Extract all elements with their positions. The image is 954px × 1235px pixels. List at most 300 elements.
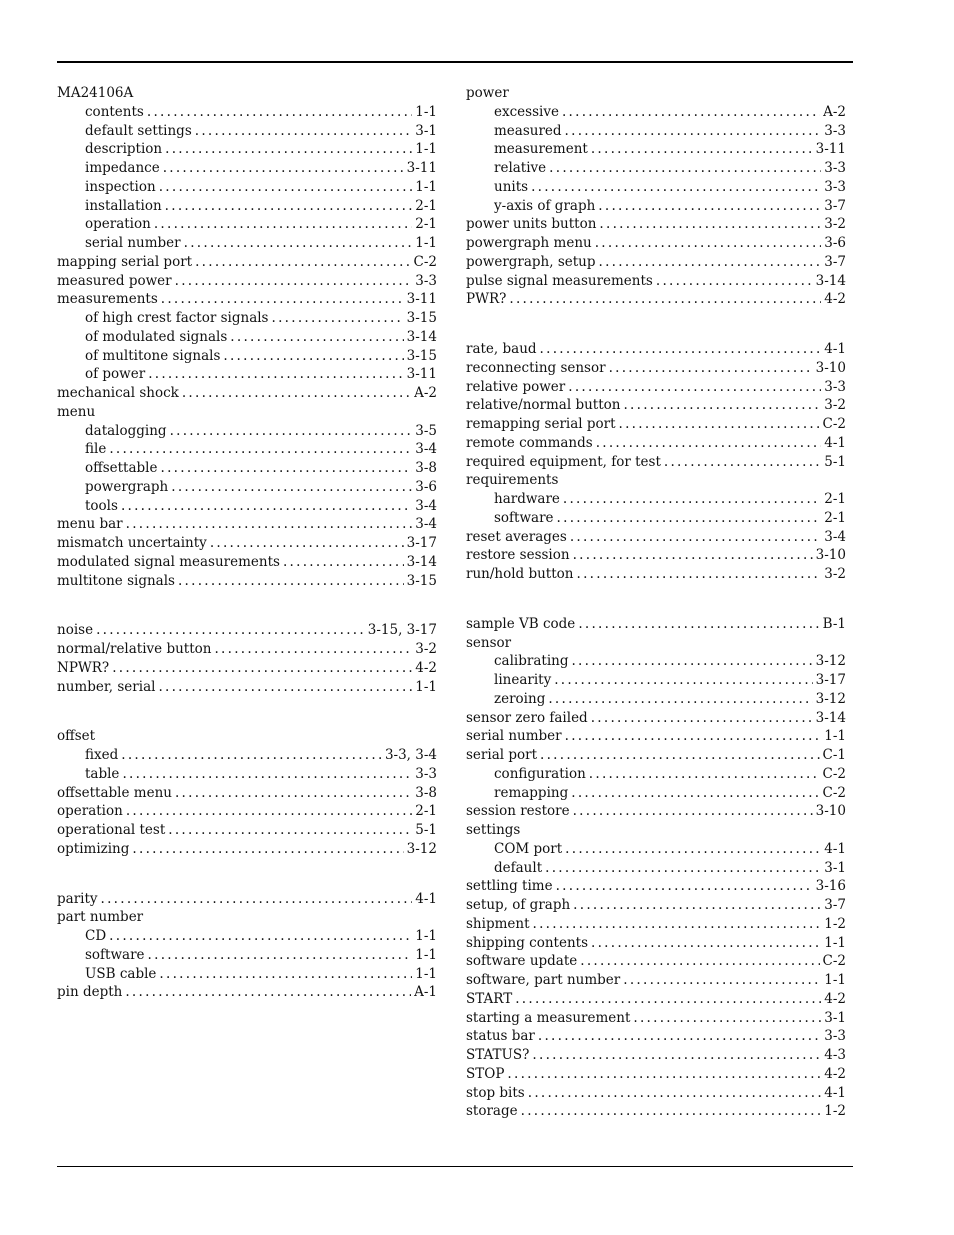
dot-leader bbox=[195, 122, 412, 141]
index-page-ref: 3-10 bbox=[815, 359, 846, 376]
index-heading bbox=[57, 727, 437, 746]
index-letter-gap bbox=[466, 584, 846, 615]
dot-leader bbox=[554, 671, 812, 690]
index-term: CD bbox=[85, 928, 107, 944]
index-entry bbox=[466, 340, 846, 359]
index-entry bbox=[466, 378, 846, 397]
index-term: y-axis of graph bbox=[494, 197, 596, 214]
dot-leader bbox=[568, 378, 821, 397]
index-page-ref: 2-1 bbox=[415, 216, 437, 233]
dot-leader bbox=[556, 877, 813, 896]
index-page-ref: 5-1 bbox=[415, 822, 437, 838]
index-term: mapping serial port bbox=[57, 253, 193, 270]
index-page-ref: 1-1 bbox=[824, 934, 846, 951]
dot-leader bbox=[109, 927, 412, 946]
dot-leader bbox=[591, 140, 813, 159]
index-page-ref: 3-2 bbox=[824, 566, 846, 582]
index-term: powergraph, setup bbox=[466, 253, 596, 270]
index-page-ref: 1-1 bbox=[415, 965, 437, 982]
index-term: menu bbox=[57, 403, 96, 420]
index-subentry bbox=[466, 159, 846, 178]
dot-leader bbox=[182, 384, 411, 403]
index-page-ref: 3-8 bbox=[415, 460, 437, 476]
index-term: measured bbox=[494, 122, 562, 139]
index-page-ref: A-2 bbox=[414, 385, 437, 401]
index-term: installation bbox=[85, 197, 162, 214]
index-subentry bbox=[57, 178, 437, 197]
index-column-left bbox=[57, 84, 437, 1002]
dot-leader bbox=[101, 890, 413, 909]
dot-leader bbox=[571, 784, 819, 803]
index-entry bbox=[466, 434, 846, 453]
dot-leader bbox=[548, 690, 812, 709]
dot-leader bbox=[121, 497, 412, 516]
dot-leader bbox=[532, 1046, 821, 1065]
index-page-ref: 1-1 bbox=[415, 678, 437, 695]
index-subentry bbox=[466, 840, 846, 859]
index-term: shipment bbox=[466, 915, 530, 932]
index-page-ref: 4-2 bbox=[824, 291, 846, 308]
index-subentry bbox=[57, 234, 437, 253]
index-subentry bbox=[57, 497, 437, 516]
index-subentry bbox=[466, 140, 846, 159]
index-term: START bbox=[466, 990, 513, 1007]
index-page-ref: 3-3, 3-4 bbox=[384, 747, 437, 763]
index-page-ref: 3-10 bbox=[815, 803, 846, 820]
index-page-ref: 4-2 bbox=[824, 990, 846, 1007]
index-term: units bbox=[494, 178, 529, 195]
dot-leader bbox=[580, 952, 819, 971]
index-term: fixed bbox=[85, 747, 119, 763]
index-subentry bbox=[466, 103, 846, 122]
dot-leader bbox=[122, 765, 412, 784]
index-subentry bbox=[57, 103, 437, 122]
index-term: tools bbox=[85, 497, 118, 514]
index-subentry bbox=[57, 122, 437, 141]
index-page-ref: 3-17 bbox=[815, 672, 846, 688]
index-subentry bbox=[57, 309, 437, 328]
index-term: run/hold button bbox=[466, 566, 574, 582]
index-term: calibrating bbox=[494, 653, 569, 670]
index-page-ref: 3-3 bbox=[824, 1028, 846, 1045]
dot-leader bbox=[148, 365, 403, 384]
index-term: storage bbox=[466, 1103, 518, 1120]
index-term: datalogging bbox=[85, 422, 167, 439]
index-entry bbox=[466, 359, 846, 378]
index-page-ref: 3-7 bbox=[824, 197, 846, 214]
index-page-ref: 3-11 bbox=[406, 160, 437, 176]
dot-leader bbox=[573, 546, 813, 565]
index-term: file bbox=[85, 441, 107, 458]
index-term: serial number bbox=[466, 728, 562, 745]
dot-leader bbox=[545, 859, 821, 878]
index-term: impedance bbox=[85, 160, 160, 176]
index-page-ref: 3-4 bbox=[415, 497, 437, 514]
dot-leader bbox=[96, 621, 365, 640]
index-heading bbox=[466, 471, 846, 490]
index-entry bbox=[57, 290, 437, 309]
dot-leader bbox=[147, 103, 412, 122]
index-page-ref: 3-15 bbox=[406, 572, 437, 589]
index-page-ref: 1-1 bbox=[415, 103, 437, 120]
index-term: operation bbox=[85, 216, 151, 233]
index-page-ref: C-1 bbox=[822, 747, 846, 763]
index-page-ref: 1-1 bbox=[415, 946, 437, 963]
index-entry bbox=[466, 971, 846, 990]
index-term: table bbox=[85, 765, 120, 782]
index-term: linearity bbox=[494, 672, 552, 688]
index-page-ref: 3-2 bbox=[415, 641, 437, 657]
index-term: software update bbox=[466, 953, 578, 970]
index-term: starting a measurement bbox=[466, 1009, 631, 1026]
dot-leader bbox=[126, 802, 412, 821]
dot-leader bbox=[578, 615, 819, 634]
index-entry bbox=[466, 272, 846, 291]
index-heading bbox=[466, 84, 846, 103]
index-entry bbox=[466, 934, 846, 953]
index-entry bbox=[57, 821, 437, 840]
index-page-ref: C-2 bbox=[822, 765, 846, 782]
index-page-ref: 4-1 bbox=[824, 1084, 846, 1101]
index-heading bbox=[57, 403, 437, 422]
index-page-ref: 2-1 bbox=[824, 509, 846, 526]
index-term: remapping serial port bbox=[466, 416, 616, 432]
index-subentry bbox=[466, 122, 846, 141]
index-term: of multitone signals bbox=[85, 347, 221, 364]
index-page-ref: 3-15, 3-17 bbox=[367, 622, 437, 639]
index-term: serial port bbox=[466, 747, 537, 763]
index-letter-gap bbox=[57, 859, 437, 890]
index-term: settling time bbox=[466, 878, 553, 895]
index-page-ref: 3-3 bbox=[824, 160, 846, 176]
index-term: NPWR? bbox=[57, 659, 110, 676]
index-letter-gap bbox=[466, 309, 846, 340]
index-term: offsettable menu bbox=[57, 784, 172, 801]
index-subentry bbox=[57, 140, 437, 159]
dot-leader bbox=[573, 896, 821, 915]
index-page-ref: 3-8 bbox=[415, 784, 437, 801]
index-term: of high crest factor signals bbox=[85, 310, 269, 326]
index-entry bbox=[57, 659, 437, 678]
index-term: status bar bbox=[466, 1028, 535, 1045]
index-term: of power bbox=[85, 366, 146, 383]
index-subentry bbox=[466, 671, 846, 690]
dot-leader bbox=[165, 140, 412, 159]
index-page-ref: 3-1 bbox=[415, 122, 437, 139]
dot-leader bbox=[507, 1065, 821, 1084]
index-subentry bbox=[466, 765, 846, 784]
index-term: PWR? bbox=[466, 291, 507, 308]
dot-leader bbox=[623, 396, 821, 415]
index-page-ref: 3-11 bbox=[406, 291, 437, 308]
dot-leader bbox=[158, 678, 412, 697]
index-page-ref: 3-12 bbox=[406, 840, 437, 857]
index-term: remapping bbox=[494, 784, 569, 801]
index-entry bbox=[466, 1046, 846, 1065]
dot-leader bbox=[598, 197, 821, 216]
index-term: measurement bbox=[494, 141, 588, 158]
dot-leader bbox=[195, 253, 410, 272]
index-page-ref: 3-3 bbox=[415, 272, 437, 289]
index-page-ref: 2-1 bbox=[415, 803, 437, 820]
dot-leader bbox=[161, 290, 404, 309]
dot-leader bbox=[175, 784, 412, 803]
index-term: contents bbox=[85, 103, 144, 120]
index-page-ref: 4-2 bbox=[415, 659, 437, 676]
index-subentry bbox=[466, 178, 846, 197]
index-page-ref: 3-17 bbox=[406, 535, 437, 551]
index-page-ref: 2-1 bbox=[415, 197, 437, 214]
dot-leader bbox=[178, 572, 404, 591]
index-term: default settings bbox=[85, 122, 192, 139]
index-entry bbox=[466, 396, 846, 415]
index-page-ref: 4-1 bbox=[824, 840, 846, 857]
dot-leader bbox=[154, 215, 412, 234]
index-term: default bbox=[494, 859, 543, 876]
index-term: USB cable bbox=[85, 965, 157, 982]
index-page-ref: 1-2 bbox=[824, 915, 846, 932]
index-term: remote commands bbox=[466, 434, 593, 451]
index-term: relative/normal button bbox=[466, 397, 621, 414]
index-page-ref: 3-14 bbox=[815, 709, 846, 726]
index-term: restore session bbox=[466, 547, 570, 564]
index-heading bbox=[466, 821, 846, 840]
index-subentry bbox=[57, 927, 437, 946]
index-heading bbox=[57, 908, 437, 927]
index-page-ref: 3-10 bbox=[815, 547, 846, 564]
index-term: serial number bbox=[85, 235, 181, 251]
index-subentry bbox=[466, 784, 846, 803]
index-term: software bbox=[85, 946, 145, 963]
index-entry bbox=[466, 234, 846, 253]
index-page-ref: 1-1 bbox=[415, 178, 437, 195]
index-page-ref: 2-1 bbox=[824, 491, 846, 507]
index-term: description bbox=[85, 141, 163, 158]
index-term: operational test bbox=[57, 822, 166, 838]
dot-leader bbox=[623, 971, 821, 990]
index-page-ref: 5-1 bbox=[824, 453, 846, 470]
index-page-ref: 3-2 bbox=[824, 216, 846, 233]
index-page-ref: 3-12 bbox=[815, 690, 846, 707]
index-entry bbox=[57, 384, 437, 403]
dot-leader bbox=[571, 652, 812, 671]
dot-leader bbox=[184, 234, 413, 253]
index-entry bbox=[466, 546, 846, 565]
index-subentry bbox=[57, 965, 437, 984]
index-term: sample VB code bbox=[466, 615, 576, 632]
top-rule bbox=[57, 61, 853, 63]
dot-leader bbox=[576, 565, 821, 584]
index-letter-gap bbox=[57, 696, 437, 727]
dot-leader bbox=[531, 178, 821, 197]
index-entry bbox=[466, 415, 846, 434]
index-entry bbox=[466, 453, 846, 472]
index-term: sensor bbox=[466, 634, 512, 651]
dot-leader bbox=[159, 965, 412, 984]
index-term: software bbox=[494, 509, 554, 526]
index-page-ref: A-2 bbox=[823, 103, 846, 120]
index-column-right bbox=[466, 84, 846, 1121]
index-subentry bbox=[57, 347, 437, 366]
index-page-ref: 3-15 bbox=[406, 347, 437, 364]
dot-leader bbox=[557, 509, 822, 528]
index-page-ref: 3-3 bbox=[824, 378, 846, 395]
index-entry bbox=[466, 1027, 846, 1046]
dot-leader bbox=[599, 215, 821, 234]
index-entry bbox=[466, 896, 846, 915]
index-term: inspection bbox=[85, 178, 156, 195]
dot-leader bbox=[549, 159, 821, 178]
index-page-ref: A-1 bbox=[414, 984, 437, 1001]
index-page-ref: C-2 bbox=[822, 784, 846, 801]
dot-leader bbox=[596, 434, 822, 453]
dot-leader bbox=[109, 440, 412, 459]
index-term: relative power bbox=[466, 378, 566, 395]
dot-leader bbox=[589, 765, 820, 784]
index-page-ref: 3-6 bbox=[824, 235, 846, 251]
index-page-ref: B-1 bbox=[822, 615, 846, 632]
index-page-ref: 4-1 bbox=[415, 890, 437, 907]
index-subentry bbox=[57, 746, 437, 765]
dot-leader bbox=[619, 415, 820, 434]
index-entry bbox=[57, 272, 437, 291]
dot-leader bbox=[565, 122, 822, 141]
index-entry bbox=[57, 784, 437, 803]
index-entry bbox=[466, 709, 846, 728]
index-term: of modulated signals bbox=[85, 328, 228, 345]
dot-leader bbox=[565, 727, 822, 746]
index-entry bbox=[57, 678, 437, 697]
index-term: number, serial bbox=[57, 678, 156, 695]
dot-leader bbox=[223, 347, 403, 366]
index-term: stop bits bbox=[466, 1084, 525, 1101]
index-entry bbox=[466, 877, 846, 896]
index-term: STOP bbox=[466, 1065, 505, 1082]
index-subentry bbox=[57, 478, 437, 497]
dot-leader bbox=[125, 983, 411, 1002]
index-entry bbox=[466, 290, 846, 309]
index-subentry bbox=[466, 509, 846, 528]
index-entry bbox=[57, 253, 437, 272]
dot-leader bbox=[168, 821, 412, 840]
index-entry bbox=[57, 553, 437, 572]
index-page-ref: 3-14 bbox=[406, 328, 437, 345]
index-entry bbox=[466, 565, 846, 584]
dot-leader bbox=[271, 309, 403, 328]
index-entry bbox=[466, 528, 846, 547]
index-entry bbox=[466, 1102, 846, 1121]
index-page-ref: 1-1 bbox=[415, 928, 437, 944]
dot-leader bbox=[159, 178, 413, 197]
index-entry bbox=[466, 802, 846, 821]
index-entry bbox=[466, 727, 846, 746]
index-subentry bbox=[466, 490, 846, 509]
dot-leader bbox=[163, 159, 404, 178]
index-term: optimizing bbox=[57, 840, 130, 857]
index-page-ref: 1-1 bbox=[824, 972, 846, 988]
index-entry bbox=[57, 572, 437, 591]
index-term: mechanical shock bbox=[57, 385, 179, 401]
index-term: normal/relative button bbox=[57, 641, 212, 657]
index-subentry bbox=[57, 365, 437, 384]
index-page-ref: 3-16 bbox=[815, 878, 846, 895]
index-page-ref: 3-3 bbox=[415, 765, 437, 782]
index-term: multitone signals bbox=[57, 572, 175, 589]
index-entry bbox=[466, 915, 846, 934]
index-entry bbox=[466, 615, 846, 634]
index-page-ref: 4-3 bbox=[824, 1047, 846, 1063]
index-term: modulated signal measurements bbox=[57, 553, 280, 570]
index-page-ref: 3-1 bbox=[824, 1009, 846, 1026]
index-subentry bbox=[466, 690, 846, 709]
index-subentry bbox=[57, 440, 437, 459]
dot-leader bbox=[175, 272, 413, 291]
index-entry bbox=[57, 890, 437, 909]
index-page-ref: 3-4 bbox=[415, 441, 437, 458]
index-term: power bbox=[466, 85, 509, 101]
dot-leader bbox=[562, 103, 820, 122]
dot-leader bbox=[528, 1084, 822, 1103]
index-page-ref: 3-14 bbox=[406, 553, 437, 570]
index-letter-gap bbox=[57, 590, 437, 621]
index-subentry bbox=[57, 328, 437, 347]
dot-leader bbox=[160, 459, 412, 478]
index-term: excessive bbox=[494, 103, 559, 120]
index-term: powergraph bbox=[85, 478, 169, 495]
dot-leader bbox=[656, 272, 813, 291]
index-entry bbox=[466, 990, 846, 1009]
index-subentry bbox=[466, 859, 846, 878]
index-term: COM port bbox=[494, 840, 563, 857]
index-page-ref: 3-11 bbox=[815, 141, 846, 158]
dot-leader bbox=[599, 253, 822, 272]
index-subentry bbox=[57, 459, 437, 478]
dot-leader bbox=[210, 534, 404, 553]
dot-leader bbox=[283, 553, 404, 572]
index-entry bbox=[57, 621, 437, 640]
index-page-ref: 3-4 bbox=[824, 528, 846, 545]
index-term: offset bbox=[57, 728, 96, 745]
index-page-ref: 3-5 bbox=[415, 422, 437, 439]
dot-leader bbox=[664, 453, 821, 472]
index-term: parity bbox=[57, 890, 98, 907]
index-entry bbox=[57, 840, 437, 859]
index-heading bbox=[466, 634, 846, 653]
dot-leader bbox=[533, 915, 822, 934]
dot-leader bbox=[509, 290, 821, 309]
dot-leader bbox=[633, 1009, 821, 1028]
dot-leader bbox=[609, 359, 813, 378]
index-entry bbox=[57, 515, 437, 534]
index-page-ref: 3-3 bbox=[824, 178, 846, 195]
dot-leader bbox=[591, 709, 813, 728]
index-page-ref: 3-1 bbox=[824, 859, 846, 876]
index-page-ref: 3-4 bbox=[415, 516, 437, 533]
index-entry bbox=[466, 952, 846, 971]
index-term: pulse signal measurements bbox=[466, 272, 653, 289]
index-page-ref: 3-6 bbox=[415, 478, 437, 495]
dot-leader bbox=[230, 328, 403, 347]
index-page-ref: 3-7 bbox=[824, 253, 846, 270]
dot-leader bbox=[540, 746, 820, 765]
index-term: configuration bbox=[494, 765, 586, 782]
index-term: shipping contents bbox=[466, 934, 589, 951]
index-page-ref: 1-1 bbox=[415, 235, 437, 251]
dot-leader bbox=[126, 515, 413, 534]
index-entry bbox=[466, 253, 846, 272]
dot-leader bbox=[148, 946, 413, 965]
index-subentry bbox=[466, 652, 846, 671]
